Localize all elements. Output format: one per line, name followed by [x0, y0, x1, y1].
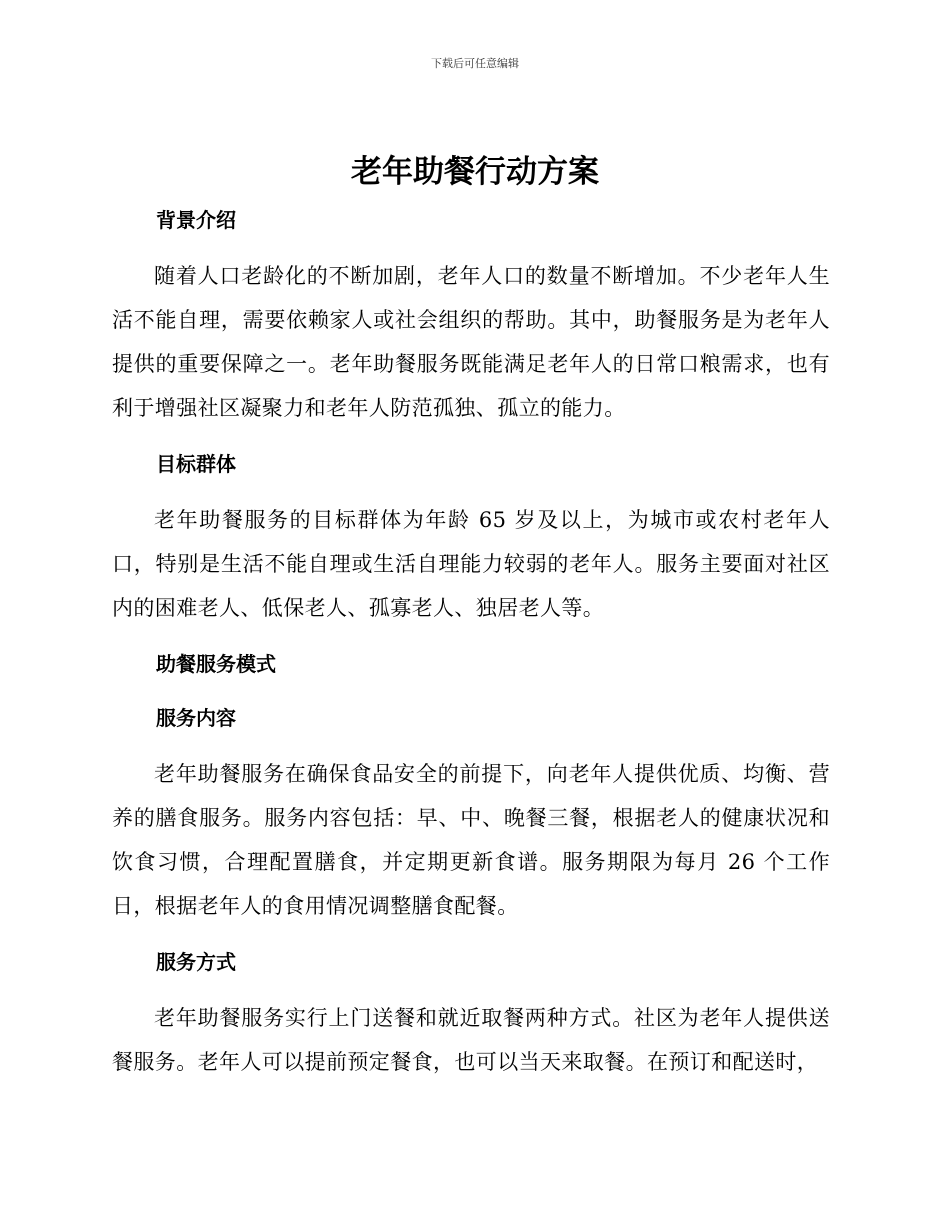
paragraph-target-group: 老年助餐服务的目标群体为年龄 65 岁及以上，为城市或农村老年人口，特别是生活不能自理或生活自理能力较弱的老年人。服务主要面对社区内的困难老人、低保老人、孤寡老人、独居老人等。: [112, 508, 830, 620]
paragraph-service-method: 老年助餐服务实行上门送餐和就近取餐两种方式。社区为老年人提供送餐服务。老年人可以提前预定餐食，也可以当天来取餐。在预订和配送时，: [112, 1006, 830, 1074]
paragraph-service-content: 老年助餐服务在确保食品安全的前提下，向老年人提供优质、均衡、营养的膳食服务。服务内容包括：早、中、晚餐三餐，根据老人的健康状况和饮食习惯，合理配置膳食，并定期更新食谱。服务期限为每月 26 个工作日，根据老年人的食用情况调整膳食配餐。: [112, 762, 830, 918]
header-note: 下载后可任意编辑: [431, 57, 519, 70]
heading-service-method: 服务方式: [156, 950, 236, 974]
heading-background: 背景介绍: [156, 208, 236, 232]
document-title: 老年助餐行动方案: [351, 154, 599, 190]
heading-target-group: 目标群体: [156, 452, 236, 476]
document-body: [112, 200, 830, 1084]
heading-service-content: 服务内容: [156, 706, 236, 730]
heading-service-mode: 助餐服务模式: [156, 652, 276, 676]
paragraph-background: 随着人口老龄化的不断加剧，老年人口的数量不断增加。不少老年人生活不能自理，需要依赖家人或社会组织的帮助。其中，助餐服务是为老年人提供的重要保障之一。老年助餐服务既能满足老年人的日常口粮需求，也有利于增强社区凝聚力和老年人防范孤独、孤立的能力。: [112, 264, 830, 420]
